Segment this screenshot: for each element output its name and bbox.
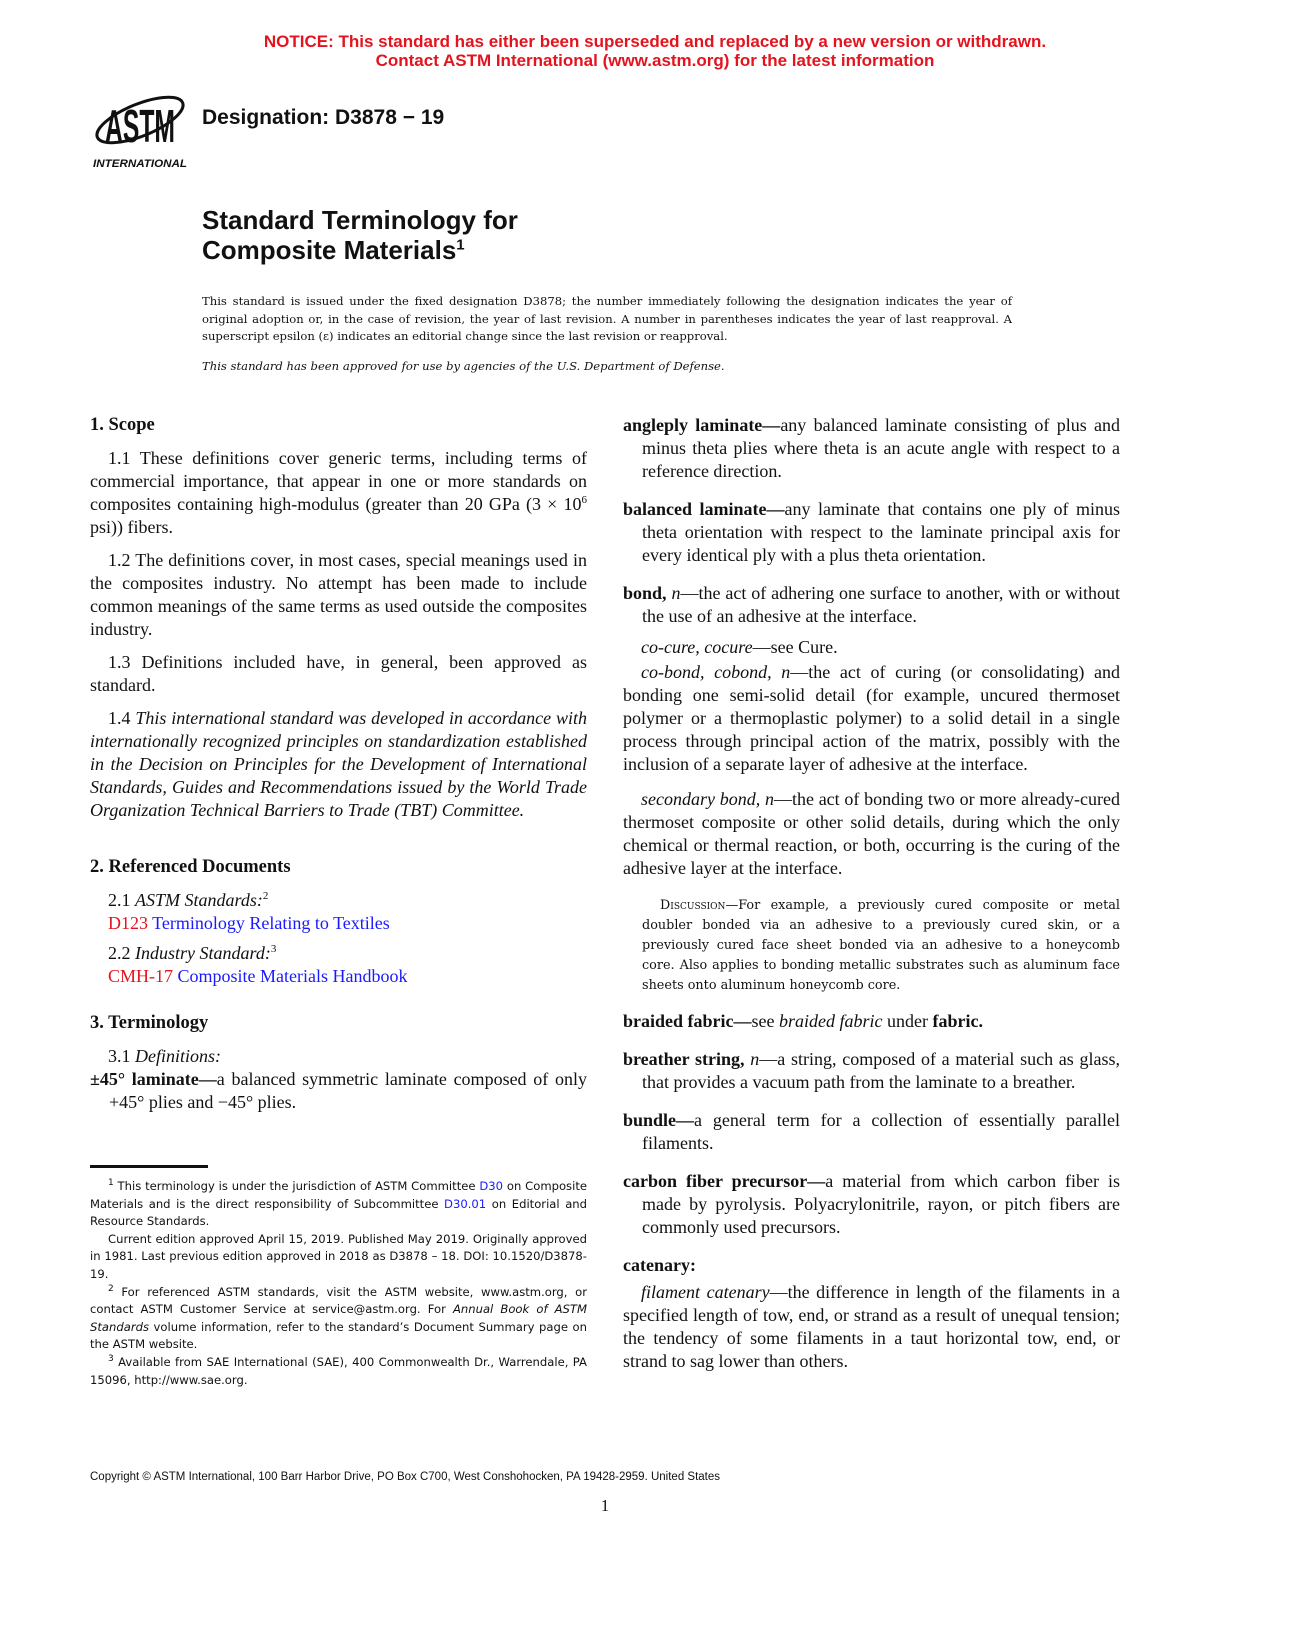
dod-approval-note: This standard has been approved for use by agencies of the U.S. Department of Defense. bbox=[202, 359, 725, 373]
edition-note: Current edition approved April 15, 2019. Published May 2019. Originally approved in 1981. Last previous edition approved in 2018 as D3878 – 18. DOI: 10.1520/D3878-19. bbox=[90, 1231, 587, 1281]
astm-logo bbox=[90, 80, 190, 172]
industry-standard-label bbox=[90, 942, 587, 965]
footnote-2 bbox=[90, 1284, 587, 1354]
text: psi)) fibers. bbox=[90, 517, 173, 537]
term: bond, bbox=[623, 583, 667, 603]
d123-link[interactable] bbox=[90, 912, 587, 935]
title-text: Composite Materials bbox=[202, 235, 457, 265]
definition-pm45-laminate bbox=[90, 1068, 587, 1114]
footnote-number: 2 bbox=[108, 1283, 114, 1294]
cross-ref-parent: fabric. bbox=[932, 1011, 983, 1031]
definition-text: a material from which carbon fiber is made by pyrolysis. Polyacrylonitrile, rayon, or pitch fibers are commonly used precursors. bbox=[642, 1171, 1121, 1237]
definition-text: a balanced symmetric laminate composed of only +45° plies and −45° plies. bbox=[109, 1069, 587, 1112]
superscript: 6 bbox=[581, 494, 587, 506]
text: Available from SAE International (SAE), 400 Commonwealth Dr., Warrendale, PA 15096, http://www.sae.org. bbox=[90, 1354, 587, 1387]
definition-balanced-laminate bbox=[623, 498, 1120, 567]
referenced-documents-heading: 2. Referenced Documents bbox=[90, 857, 291, 877]
designation: Designation: D3878 − 19 bbox=[202, 106, 445, 129]
footnote-number: 3 bbox=[108, 1354, 114, 1365]
definition-carbon-fiber-precursor bbox=[623, 1170, 1120, 1239]
terminology-heading: 3. Terminology bbox=[90, 1013, 209, 1033]
issuance-note: This standard is issued under the fixed designation D3878; the number immediately following the designation indicates the year of original adoption or, in the case of revision, the year of last revision. A number in parentheses indicates the year of last reapproval. A superscript epsilon (ε) indicates an editorial change since the last revision or reapproval. bbox=[202, 294, 1012, 344]
footnotes bbox=[90, 1178, 587, 1389]
definitions-label bbox=[90, 1045, 587, 1068]
title-line-2 bbox=[202, 235, 518, 265]
text: volume information, refer to the standard’s Document Summary page on the ASTM website. bbox=[90, 1319, 587, 1352]
superscript: 3 bbox=[270, 943, 277, 955]
part-of-speech: n bbox=[666, 583, 681, 603]
copyright: Copyright © ASTM International, 100 Barr Harbor Drive, PO Box C700, West Conshohocken, PA 19428-2959. United States bbox=[90, 1471, 721, 1483]
definition-catenary bbox=[623, 1254, 1120, 1277]
term: angleply laminate— bbox=[623, 415, 781, 435]
text: on Composite Materials and is the direct responsibility of Subcommittee bbox=[90, 1179, 588, 1211]
text: ASTM Standards: bbox=[135, 890, 263, 910]
discussion-text: —For example, a previously cured composite or metal doubler bonded via an adhesive to a previously cured skin, or a previously cured face sheet bonded via an adhesive to a honeycomb core. Also applies to bonding metallic substrates such as aluminum face sheets onto aluminum honeycomb core. bbox=[642, 898, 1120, 993]
term: co-bond, cobond, n bbox=[641, 662, 791, 682]
page-number: 1 bbox=[600, 1496, 610, 1515]
scope-heading: 1. Scope bbox=[90, 415, 155, 435]
link-title[interactable]: Composite Materials Handbook bbox=[173, 966, 408, 986]
text: Annual Book of ASTM Standards bbox=[90, 1302, 588, 1334]
footnote-divider bbox=[90, 1165, 208, 1168]
astm-standards-label bbox=[90, 889, 587, 912]
discussion-note bbox=[623, 896, 1120, 996]
text: 2.2 bbox=[108, 943, 135, 963]
definition-text: —the act of curing (or consolidating) and bonding one semi-solid detail (for example, uncured thermoset polymer or a thermoplastic polymer) to a solid detail in a single process through principal action of the matrix, possibly with the inclusion of a separate layer of adhesive at the interface. bbox=[623, 662, 1120, 774]
cmh17-link[interactable] bbox=[90, 965, 587, 988]
definition-text: —the act of bonding two or more already-cured thermoset composite or other solid details, during which the only chemical or thermal reaction, or both, occurring is the curing of the adhesive layer at the interface. bbox=[623, 789, 1121, 878]
cross-ref-term: braided fabric bbox=[778, 1011, 883, 1031]
definition-text: —the act of adhering one surface to another, with or without the use of an adhesive at the interface. bbox=[642, 583, 1121, 626]
svg-text:ASTM: ASTM bbox=[105, 100, 175, 152]
svg-text:INTERNATIONAL: INTERNATIONAL bbox=[93, 158, 188, 170]
subterm-filament-catenary bbox=[623, 1281, 1120, 1373]
term: catenary: bbox=[623, 1255, 696, 1275]
term: breather string, bbox=[623, 1049, 745, 1069]
definition-bond bbox=[623, 582, 1120, 628]
definition-text: —a string, composed of a material such as glass, that provides a vacuum path from the laminate to a breather. bbox=[642, 1049, 1121, 1092]
term: filament catenary bbox=[641, 1282, 770, 1302]
definition-text: —the difference in length of the filaments in a specified length of tow, end, or strand as a result of unequal tension; the tendency of some filaments in a taut horizontal tow, end, or strand to sag lower than others. bbox=[623, 1282, 1120, 1371]
title-footnote-ref: 1 bbox=[456, 236, 465, 254]
page-title bbox=[202, 205, 518, 265]
superscript: 2 bbox=[262, 890, 269, 902]
text: 2.1 bbox=[108, 890, 135, 910]
subterm-secondary-bond bbox=[623, 788, 1120, 880]
left-column bbox=[90, 414, 587, 1129]
scope-1-3: 1.3 Definitions included have, in general, been approved as standard. bbox=[90, 652, 587, 695]
term: secondary bond, n bbox=[641, 789, 774, 809]
definition-text: a general term for a collection of essentially parallel filaments. bbox=[642, 1110, 1120, 1153]
term: bundle— bbox=[623, 1110, 695, 1130]
notice-line-1: NOTICE: This standard has either been superseded and replaced by a new version or withdrawn. bbox=[263, 32, 1047, 51]
definition-text: any balanced laminate consisting of plus and minus theta plies where theta is an acute angle with respect to a reference direction. bbox=[642, 415, 1120, 481]
text: on Editorial and Resource Standards. bbox=[90, 1196, 588, 1229]
text: This international standard was developed in accordance with internationally recognized principles on standardization established in the Decision on Principles for the Development of International Standards, Guides and Recommendations issued by the World Trade Organization Technical Barriers to Trade (TBT) Committee. bbox=[90, 708, 587, 820]
text: 1.1 These definitions cover generic terms, including terms of commercial importance, that appear in one or more standards on composites containing high-modulus (greater than 20 GPa (3 × 10 bbox=[90, 448, 587, 514]
title-line-1: Standard Terminology for bbox=[202, 205, 518, 235]
scope-1-2: 1.2 The definitions cover, in most cases, special meanings used in the composites industry. No attempt has been made to include common meanings of the same terms as used outside the composites industry. bbox=[90, 550, 587, 639]
right-column bbox=[623, 414, 1120, 1383]
footnote-3 bbox=[90, 1354, 587, 1389]
link-title[interactable]: Terminology Relating to Textiles bbox=[148, 913, 390, 933]
d30-link[interactable]: D30 bbox=[479, 1179, 504, 1193]
link-code[interactable]: CMH-17 bbox=[108, 966, 174, 986]
text: Definitions: bbox=[135, 1046, 221, 1066]
definition-braided-fabric bbox=[623, 1010, 1120, 1033]
term: co-cure, cocure bbox=[641, 637, 753, 657]
text: This terminology is under the jurisdiction of ASTM Committee bbox=[113, 1179, 480, 1193]
link-code[interactable]: D123 bbox=[108, 913, 148, 933]
term: carbon fiber precursor— bbox=[623, 1171, 826, 1191]
term: braided fabric— bbox=[623, 1011, 752, 1031]
definition-text: —see Cure. bbox=[752, 637, 838, 657]
subterm-cobond bbox=[623, 661, 1120, 776]
term: ±45° laminate— bbox=[90, 1069, 217, 1089]
scope-1-4 bbox=[90, 707, 587, 822]
footnote-number: 1 bbox=[108, 1178, 114, 1189]
definition-angleply-laminate bbox=[623, 414, 1120, 483]
definition-bundle bbox=[623, 1109, 1120, 1155]
d30-01-link[interactable]: D30.01 bbox=[444, 1196, 487, 1211]
text: under bbox=[882, 1011, 933, 1031]
subterm-cocure bbox=[623, 636, 1120, 659]
text: Industry Standard: bbox=[135, 943, 271, 963]
text: For referenced ASTM standards, visit the ASTM website, www.astm.org, or contact ASTM Customer Service at service@astm.org. For bbox=[90, 1284, 587, 1317]
text: 1.4 bbox=[108, 708, 136, 728]
term: balanced laminate— bbox=[623, 499, 785, 519]
definition-breather-string bbox=[623, 1048, 1120, 1094]
part-of-speech: n bbox=[744, 1049, 760, 1069]
notice-line-2: Contact ASTM International (www.astm.org) for the latest information bbox=[375, 51, 935, 70]
text: 3.1 bbox=[108, 1046, 135, 1066]
scope-1-1 bbox=[90, 447, 587, 539]
discussion-label: Discussion bbox=[660, 898, 726, 913]
definition-text: see bbox=[751, 1011, 779, 1031]
definition-text: any laminate that contains one ply of minus theta orientation with respect to the laminate principal axis for every identical ply with a plus theta orientation. bbox=[642, 499, 1120, 565]
footnote-1 bbox=[90, 1178, 587, 1231]
